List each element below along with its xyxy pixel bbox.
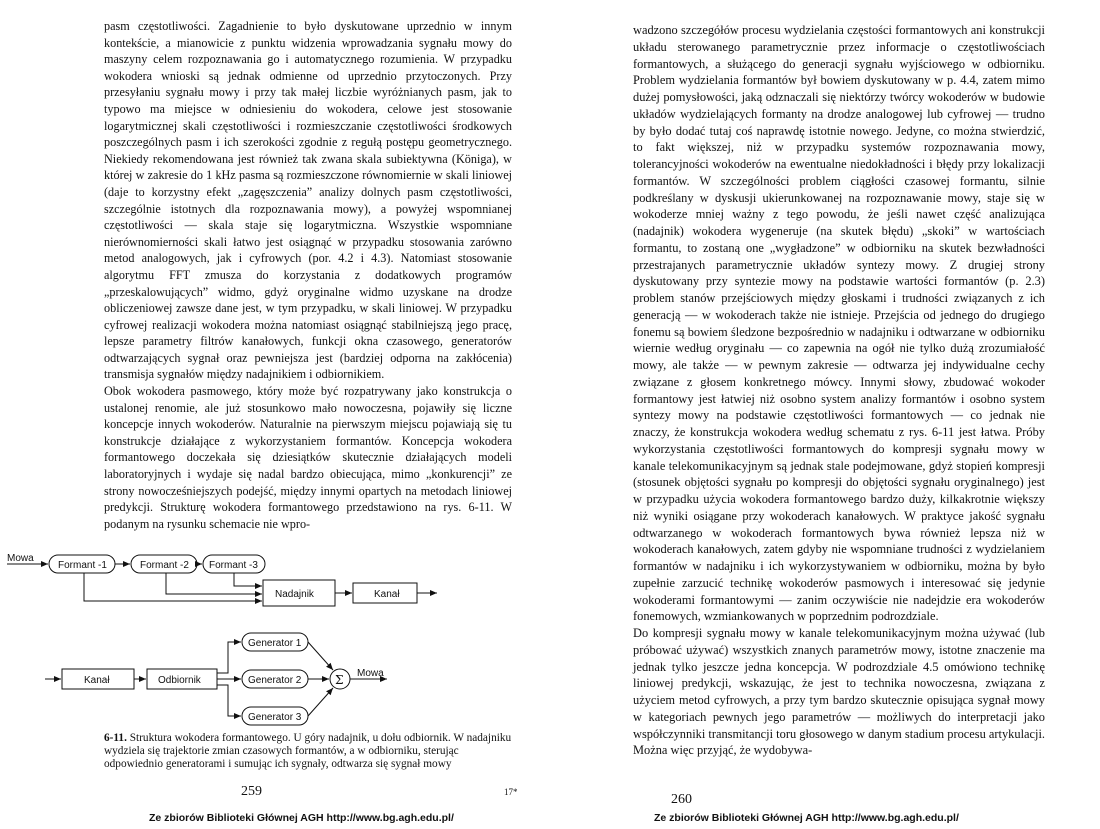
generator-1-to-sum-arrow [308,642,333,670]
output-speech-label: Mowa [357,668,384,679]
sum-symbol: Σ [335,673,344,687]
channel-bottom-label: Kanał [84,675,110,686]
formant-2-output-line [166,573,262,594]
formant-1-output-line [84,573,262,601]
figure-caption-text: Struktura wokodera formantowego. U góry nadajnik, u dołu odbiornik. W nadajniku wydziela się trajektorie zmian czasowych formantów, a w odbiorniku, sterując odpowiednio generatorami i sumując ich sygnały, odtwarza się sygnał mowy [104,732,512,770]
figure-caption-label: 6-11. [104,732,127,744]
generator-3-to-sum-arrow [308,688,333,716]
channel-top-label: Kanał [374,589,400,600]
right-page-number: 260 [671,792,692,807]
right-paragraph-2: Do kompresji sygnału mowy w kanale telekomunikacyjnym można używać (lub próbować używać) wszystkich znanych parametrów mowy, istotne znaczenie ma jednak tylko jeszcze jedna koncepcja. W podrozdziale 4.5 omówiono technikę liniowej predykcji, wskazując, że jest to technika nowoczesna, związana z użyciem metod cyfrowych, a przy tym bardzo skutecznie opisująca sygnał mowy w kategoriach pewnych jego parametrów — możliwych do interpretacji jako współczynniki transmitancji toru głosowego w danym stadium procesu artykulacji. Można więc przyjąć, że wydobywa- [633,626,1045,758]
right-body-text [633,22,1045,759]
generator-2-label: Generator 2 [248,675,302,686]
receiver-to-generator-1-line [217,642,241,673]
transmitter-label: Nadajnik [275,589,314,600]
left-library-footer: Ze zbiorów Biblioteki Głównej AGH http://www.bg.agh.edu.pl/ [149,812,454,824]
formant-3-output-line [234,573,262,586]
input-speech-label: Mowa [7,553,34,564]
receiver-to-generator-3-line [217,685,241,716]
left-paragraph-1: pasm częstotliwości. Zagadnienie to było dyskutowane uprzednio w innym kontekście, a mianowicie z punktu widzenia wprowadzania sygnału mowy do maszyny celem rozpoznawania go i automatycznego rozumienia. W przypadku wokodera wnioski są jednak odmienne od uprzednio przytoczonych. Przy przesyłaniu sygnału mowy i przy tak małej liczbie wyróżnianych pasm, jak to typowo ma miejsce w odniesieniu do wokodera, celowe jest stosowanie logarytmicznej skali częstotliwości i rozmieszczanie częstotliwości środkowych poszczególnych pasm i ich szerokości zgodnie z regułą postępu geometrycznego. Niekiedy rekomendowana jest również tak zwana skala subiektywna (Königa), w której w zakresie do 1 kHz pasma są rozmieszczone równomiernie w skali liniowej (daje to korzystny efekt „zagęszczenia” analizy dolnych pasm częstotliwości, szczególnie istotnych dla rozpoznawania mowy), a powyżej wspomnianej częstotliwości — skala staje się logarytmiczna. Wszystkie wspomniane nierównomierności skali łatwo jest osiągnąć w przypadku stosowania zarówno metod analogowych, jak i cyfrowych (por. 4.2 i 4.3). Natomiast stosowanie algorytmu FFT zmusza do korzystania z dodatkowych programów „przeskalowujących” widmo, gdyż oryginalne widmo uzyskane na drodze obliczeniowej zawsze dane jest, w tym przypadku, w skali liniowej. W przypadku cyfrowej realizacji wokodera można natomiast osiągnąć stabilniejszą jego pracę, lepsze parametry filtrów kanałowych, funkcji okna czasowego, generatorów odtwarzających sygnał oraz pewniejsza jest (bardziej odporna na zakłócenia) transmisja sygnałów między nadajnikiem i odbiornikiem. [104,19,512,382]
printer-signature-mark: 17* [504,787,518,797]
left-paragraph-2: Obok wokodera pasmowego, który może być rozpatrywany jako konstrukcja o ustalonej renomie, ale już stosunkowo mało nowoczesna, pojawiły się liczne koncepcje innych wokoderów. Naturalnie na pierwszym miejscu pojawiają się tu konstrukcje działające z wykorzystaniem formantów. Koncepcja wokodera formantowego doczekała się dziesiątków skutecznie działających modeli laboratoryjnych i wydaje się nadal bardzo obiecująca, mimo „konkurencji” ze strony nowocześniejszych podejść, między innymi opartych na metodach liniowej predykcji. Strukturę wokodera formantowego przedstawiono na rys. 6-11. W podanym na rysunku schemacie nie wpro- [104,384,512,531]
left-page-number: 259 [241,784,262,799]
right-library-footer: Ze zbiorów Biblioteki Głównej AGH http://www.bg.agh.edu.pl/ [654,812,959,824]
generator-3-label: Generator 3 [248,712,302,723]
formant-1-label: Formant -1 [58,560,107,571]
formant-2-label: Formant -2 [140,560,189,571]
formant-3-label: Formant -3 [209,560,258,571]
figure-caption [104,732,514,771]
vocoder-structure-diagram [0,0,560,730]
receiver-label: Odbiornik [158,675,201,686]
generator-1-label: Generator 1 [248,638,302,649]
right-paragraph-1: wadzono szczegółów procesu wydzielania częstości formantowych ani konstrukcji układu sterowanego parametrycznie przez informacje o częstotliwościach formantowych, a służącego do generacji sygnału wyjściowego w odbiorniku. Problem wydzielania formantów był bowiem dyskutowany w p. 4.4, zatem mimo dużej pomysłowości, jaką odznaczali się niektórzy twórcy wokoderów w budowie układów wydzielających formanty na drodze analogowej lub cyfrowej — trudno by było dodać tutaj coś naprawdę istotnie nowego. Jedyne, co można stwierdzić, to fakt większej, niż w przypadku systemów rozpoznawania mowy, tolerancyjności wokoderów na ewentualne niedokładności i błędy przy lokalizacji formantów. W szczególności problem ciągłości czasowej formantu, silnie podkreślany w dyskusji ukierunkowanej na rozpoznawanie mowy, staje się w wokoderze mniej ważny z tego powodu, że jeśli nawet część analizująca (nadajnik) wokodera wygeneruje (na skutek błędu) „skoki” w wartościach formantu, to zostaną one „wygładzone” w odbiorniku na skutek bezwładności przestrajanych parametrycznie układów syntezy mowy. Z drugiej strony dyskutowany przy syntezie mowy na podstawie wartości formantów (p. 2.3) problem stanów przejściowych między głoskami i trudności związanych z ich generacją — w wokoderach także nie istnieje. Przejścia od jednego do drugiego fonemu są bowiem śledzone bezpośrednio w nadajniku i odtwarzane w odbiorniku wiernie według oryginału — co zapewnia na ogół nie tylko dużą zrozumiałość mowy, ale także — w pewnym zakresie — odtwarza jej indywidualne cechy związane z głosem konkretnego mówcy. Innymi słowy, zbudować wokoder formantowy jest łatwiej niż osobno system analizy formantów i osobno system syntezy mowy na podstawie częstotliwości formantowych — co jednak nie znaczy, że konstrukcja wokodera według schematu z rys. 6-11 jest łatwa. Próby wykorzystania częstotliwości formantowych do kompresji sygnału mowy w kanale telekomunikacyjnym są jednak stale podejmowane, gdyż stopień kompresji (stosunek objętości sygnału po kompresji do objętości sygnału oryginalnego) jest w przypadku użycia wokodera formantowego bardzo duży, kilkakrotnie większy niż wyniki osiągane przy wokoderach kanałowych. W praktyce jakość sygnału odtwarzanego w wokoderach formantowych bywa również lepsza niż w wokoderach kanałowych, zatem gdyby nie wspomniane trudności z wydzielaniem formantów w nadajniku i ich wykorzystywaniem w odbiorniku, można by było zupełnie zarzucić technikę wokoderów pasmowych i interesować się jedynie wokoderami formantowymi — zanim oczywiście nie nadejdzie era wokoderów fonemowych, wzmiankowanych w poprzednim podrozdziale. [633,23,1045,624]
